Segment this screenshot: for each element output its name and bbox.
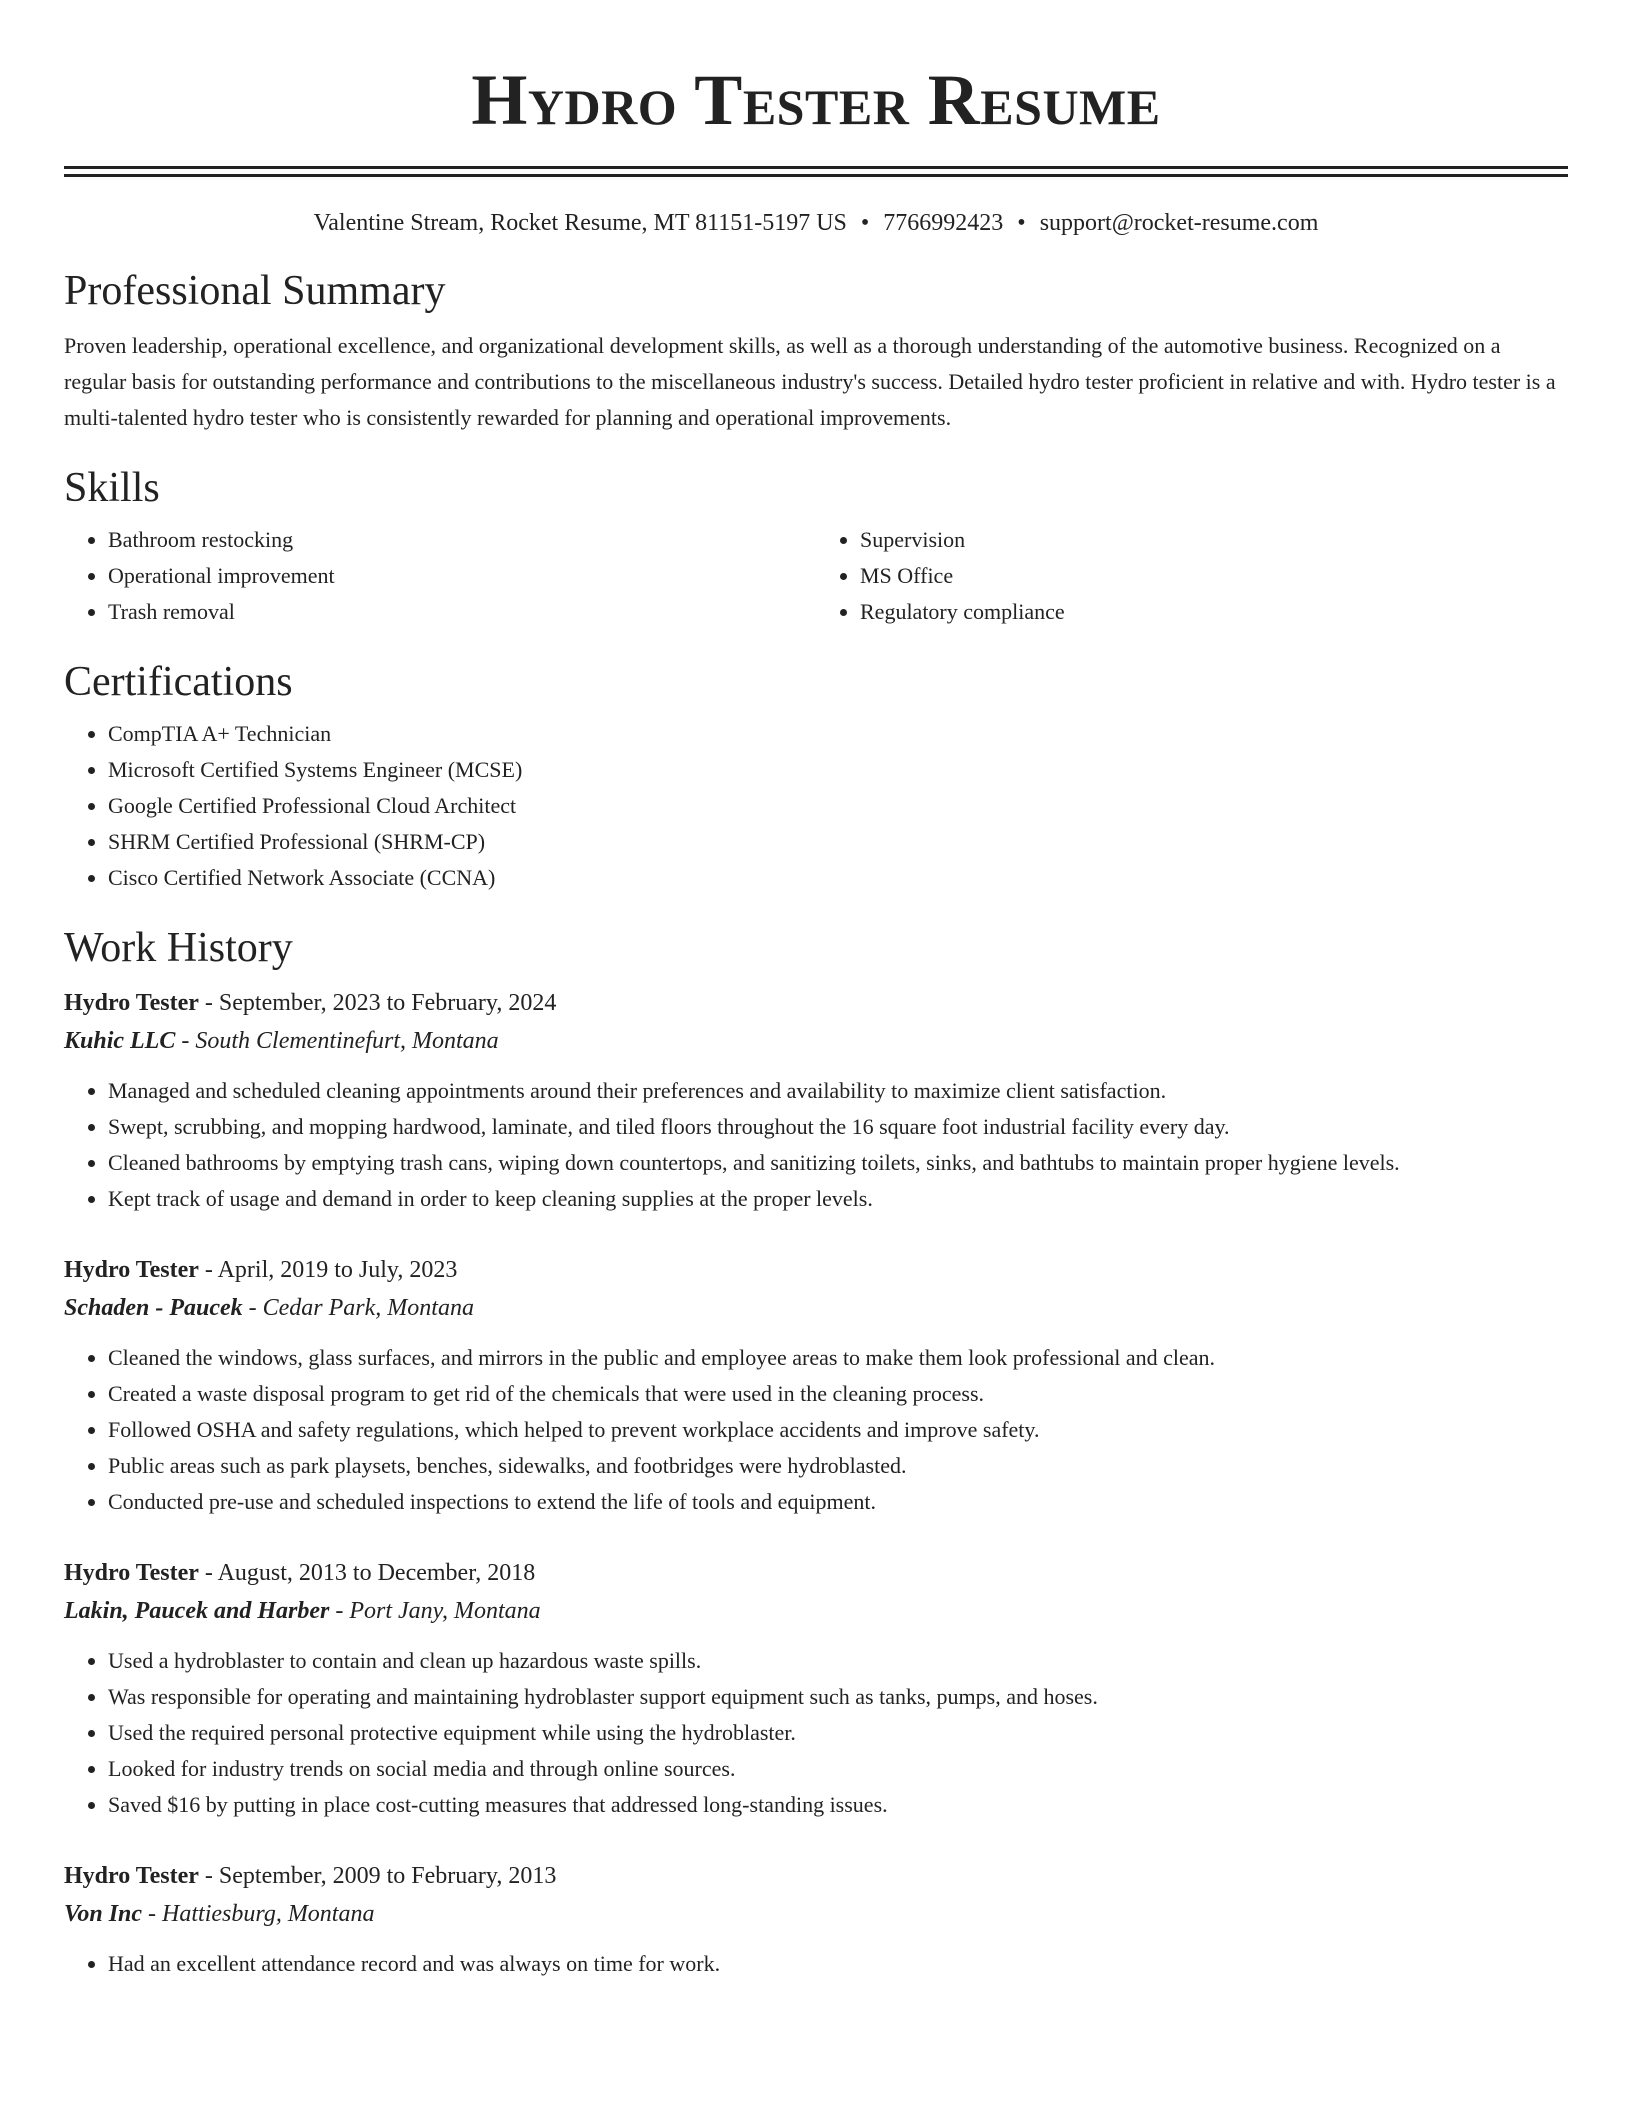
job-header: [64, 984, 1568, 1022]
contact-email: support@rocket-resume.com: [1039, 210, 1319, 236]
job-dates: - August, 2013 to December, 2018: [198, 1560, 536, 1586]
title-double-rule: [64, 166, 1568, 177]
job-location: - Hattiesburg, Montana: [142, 1901, 375, 1927]
job-role: Hydro Tester: [64, 990, 199, 1016]
job-duty: • Looked for industry trends on social media and through online sources.: [108, 1751, 1568, 1787]
contact-address: Valentine Stream, Rocket Resume, MT 81151-5197 US: [313, 210, 847, 236]
job-dates: - September, 2009 to February, 2013: [198, 1863, 557, 1889]
contact-line: [64, 207, 1568, 239]
job-duty: • Used the required personal protective equipment while using the hydroblaster.: [108, 1715, 1568, 1751]
job-role: Hydro Tester: [64, 1560, 199, 1586]
job-duty: • Created a waste disposal program to get rid of the chemicals that were used in the cleaning process.: [108, 1376, 1568, 1412]
job-employer: [64, 1289, 1568, 1327]
job-company: Lakin, Paucek and Harber: [64, 1598, 330, 1624]
skill-item: • MS Office: [860, 558, 1568, 594]
certification-item: • Google Certified Professional Cloud Architect: [108, 788, 1568, 824]
resume-title: Hydro Tester Resume: [471, 60, 1161, 140]
job-dates: - September, 2023 to February, 2024: [198, 990, 557, 1016]
job-company: Von Inc: [64, 1901, 143, 1927]
job-employer: [64, 1592, 1568, 1630]
skill-item: • Bathroom restocking: [108, 522, 816, 558]
skill-item: • Regulatory compliance: [860, 594, 1568, 630]
certification-item: • Microsoft Certified Systems Engineer (MCSE): [108, 752, 1568, 788]
certifications-list: [64, 716, 1568, 896]
job-duty: • Had an excellent attendance record and was always on time for work.: [108, 1946, 1568, 1982]
skills-columns: [64, 522, 1568, 630]
job-duty: • Managed and scheduled cleaning appointments around their preferences and availability to maximize client satisfaction.: [108, 1073, 1568, 1109]
job-location: - South Clementinefurt, Montana: [175, 1028, 499, 1054]
job-entry: [64, 984, 1568, 1217]
summary-heading: Professional Summary: [64, 268, 446, 314]
job-duties-list: [64, 1946, 1568, 1982]
job-duty: • Swept, scrubbing, and mopping hardwood, laminate, and tiled floors throughout the 16 square foot industrial facility every day.: [108, 1109, 1568, 1145]
job-duty: • Used a hydroblaster to contain and clean up hazardous waste spills.: [108, 1643, 1568, 1679]
certification-item: • SHRM Certified Professional (SHRM-CP): [108, 824, 1568, 860]
job-duty: • Conducted pre-use and scheduled inspections to extend the life of tools and equipment.: [108, 1484, 1568, 1520]
skills-heading: Skills: [64, 465, 160, 511]
job-duties-list: [64, 1340, 1568, 1520]
job-company: Kuhic LLC: [64, 1028, 176, 1054]
job-role: Hydro Tester: [64, 1257, 199, 1283]
job-duty: • Kept track of usage and demand in order to keep cleaning supplies at the proper levels.: [108, 1181, 1568, 1217]
job-duties-list: [64, 1643, 1568, 1823]
contact-phone: 7766992423: [883, 210, 1004, 236]
job-duty: • Was responsible for operating and maintaining hydroblaster support equipment such as tanks, pumps, and hoses.: [108, 1679, 1568, 1715]
job-location: - Port Jany, Montana: [329, 1598, 541, 1624]
job-entry: [64, 1251, 1568, 1520]
skill-item: • Supervision: [860, 522, 1568, 558]
job-employer: [64, 1022, 1568, 1060]
skill-item: • Trash removal: [108, 594, 816, 630]
job-duty: • Followed OSHA and safety regulations, which helped to prevent workplace accidents and improve safety.: [108, 1412, 1568, 1448]
job-header: [64, 1554, 1568, 1592]
certification-item: • Cisco Certified Network Associate (CCNA): [108, 860, 1568, 896]
job-duty: • Saved $16 by putting in place cost-cutting measures that addressed long-standing issues.: [108, 1787, 1568, 1823]
job-duty: • Cleaned bathrooms by emptying trash cans, wiping down countertops, and sanitizing toilets, sinks, and bathtubs to maintain proper hygiene levels.: [108, 1145, 1568, 1181]
job-header: [64, 1251, 1568, 1289]
certifications-heading: Certifications: [64, 659, 293, 705]
job-company: Schaden - Paucek: [64, 1295, 243, 1321]
contact-separator: •: [1017, 210, 1026, 236]
job-header: [64, 1857, 1568, 1895]
job-duty: • Public areas such as park playsets, benches, sidewalks, and footbridges were hydroblasted.: [108, 1448, 1568, 1484]
skill-item: • Operational improvement: [108, 558, 816, 594]
certification-item: • CompTIA A+ Technician: [108, 716, 1568, 752]
summary-text: Proven leadership, operational excellence, and organizational development skills, as well as a thorough understanding of the automotive business. Recognized on a regular basis for outstanding performance and contributions to the miscellaneous industry's success. Detailed hydro tester proficient in relative and with. Hydro tester is a multi-talented hydro tester who is consistently rewarded for planning and operational improvements.: [64, 333, 1556, 430]
job-entry: [64, 1857, 1568, 1982]
skills-list-left: [64, 522, 816, 630]
work-history-heading: Work History: [64, 925, 293, 971]
job-duties-list: [64, 1073, 1568, 1217]
job-location: - Cedar Park, Montana: [242, 1295, 474, 1321]
skills-list-right: [816, 522, 1568, 630]
contact-separator: •: [860, 210, 870, 236]
job-entry: [64, 1554, 1568, 1823]
job-dates: - April, 2019 to July, 2023: [198, 1257, 458, 1283]
job-duty: • Cleaned the windows, glass surfaces, and mirrors in the public and employee areas to make them look professional and clean.: [108, 1340, 1568, 1376]
job-employer: [64, 1895, 1568, 1933]
job-role: Hydro Tester: [64, 1863, 199, 1889]
